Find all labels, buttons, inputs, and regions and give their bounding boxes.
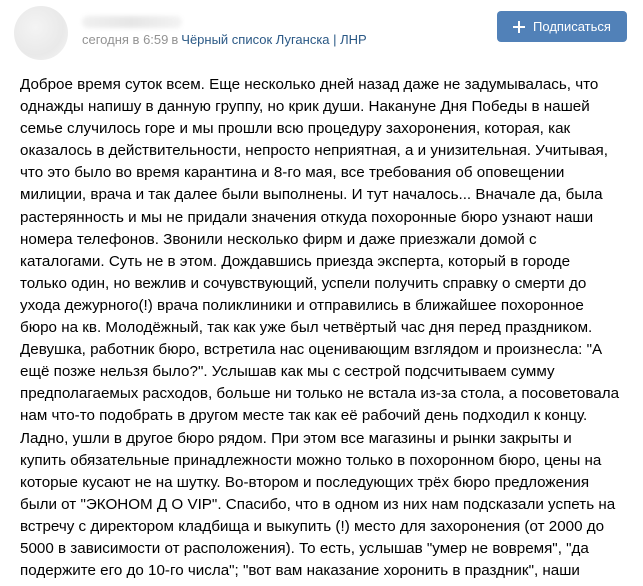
- post-line: купить обязательные принадлежности можно только в похоронном бюро, цены на: [20, 451, 602, 469]
- post-meta: [82, 32, 367, 47]
- post-line: нам что-то подобрать в другом месте так как её рабочий день подходил к концу.: [20, 407, 588, 425]
- group-link[interactable]: Чёрный список Луганска | ЛНР: [181, 32, 367, 47]
- subscribe-label: Подписаться: [533, 19, 611, 34]
- post-line: бюро на кв. Молодёжный, так как уже был четвёртый час дня перед праздником.: [20, 319, 593, 337]
- post-line: были от "ЭКОНОМ Д О VIP". Спасибо, что в одном из них нам подсказали успеть на: [20, 495, 616, 513]
- post-line: Доброе время суток всем. Еще несколько дней назад даже не задумывалась, что: [20, 76, 599, 93]
- post-line: растерянность и мы не придали значения откуда похоронные бюро узнают наши: [20, 208, 594, 226]
- post-line: Ладно, ушли в другое бюро рядом. При этом все магазины и рынки закрыты и: [20, 429, 572, 447]
- plus-icon: [513, 21, 525, 33]
- subscribe-button[interactable]: [497, 11, 627, 42]
- post-line: милиции, врача и так далее были выполнены. И тут началось... Вначале да, была: [20, 186, 603, 204]
- post-line: каталогами. Суть не в этом. Дождавшись приезда эксперта, который в городе: [20, 252, 571, 270]
- post-line: предполагаемых расходов, больше ни только не встала из-за стола, а посоветовала: [20, 385, 620, 403]
- post-line: встречу с директором кладбища и выкупить (!) место для захоронения (от 2000 до: [20, 517, 605, 535]
- post-line: Девушка, работник бюро, встретила нас оценивающим взглядом и произнесла: "А: [20, 341, 603, 359]
- author-name-redacted: [82, 16, 182, 28]
- post-line: номера телефонов. Звонили несколько фирм и даже приезжали домой с: [20, 230, 537, 248]
- post-line: однажды напишу в данную группу, но крик души. Накануне Дня Победы в нашей: [20, 98, 590, 116]
- post-line: что это было во время карантина и 8-го мая, все требования об оповещении: [20, 164, 565, 182]
- post-line: семье случилось горе и мы прошли всю процедуру захоронения, которая, как: [20, 120, 571, 138]
- post-text: [20, 74, 630, 582]
- post-line: только один, но вежлив и сочувствующий, успели получить справку о смерти до: [20, 274, 587, 292]
- post-line: подержите его до 10-го числа"; "вот вам наказание хоронить в праздник", наши: [20, 562, 580, 580]
- author-avatar[interactable]: [14, 6, 68, 60]
- post-line: ещё позже нельзя было?". Услышав как мы с сестрой подсчитываем сумму: [20, 363, 555, 381]
- post-time[interactable]: сегодня в 6:59: [82, 32, 169, 47]
- post-line: которые кусают не на шутку. Во-втором и последующих трёх бюро предложения: [20, 473, 590, 491]
- post-line: ухода дежурного(!) врача поликлиники и отправились в ближайшее похоронное: [20, 296, 584, 314]
- post-line: 5000 в зависимости от расположения). То есть, услышав "умер не вовремя", "да: [20, 539, 589, 557]
- meta-in-word: в: [171, 32, 179, 47]
- post-line: оказалось в действительности, непросто неприятная, а и унизительная. Учитывая,: [20, 142, 608, 160]
